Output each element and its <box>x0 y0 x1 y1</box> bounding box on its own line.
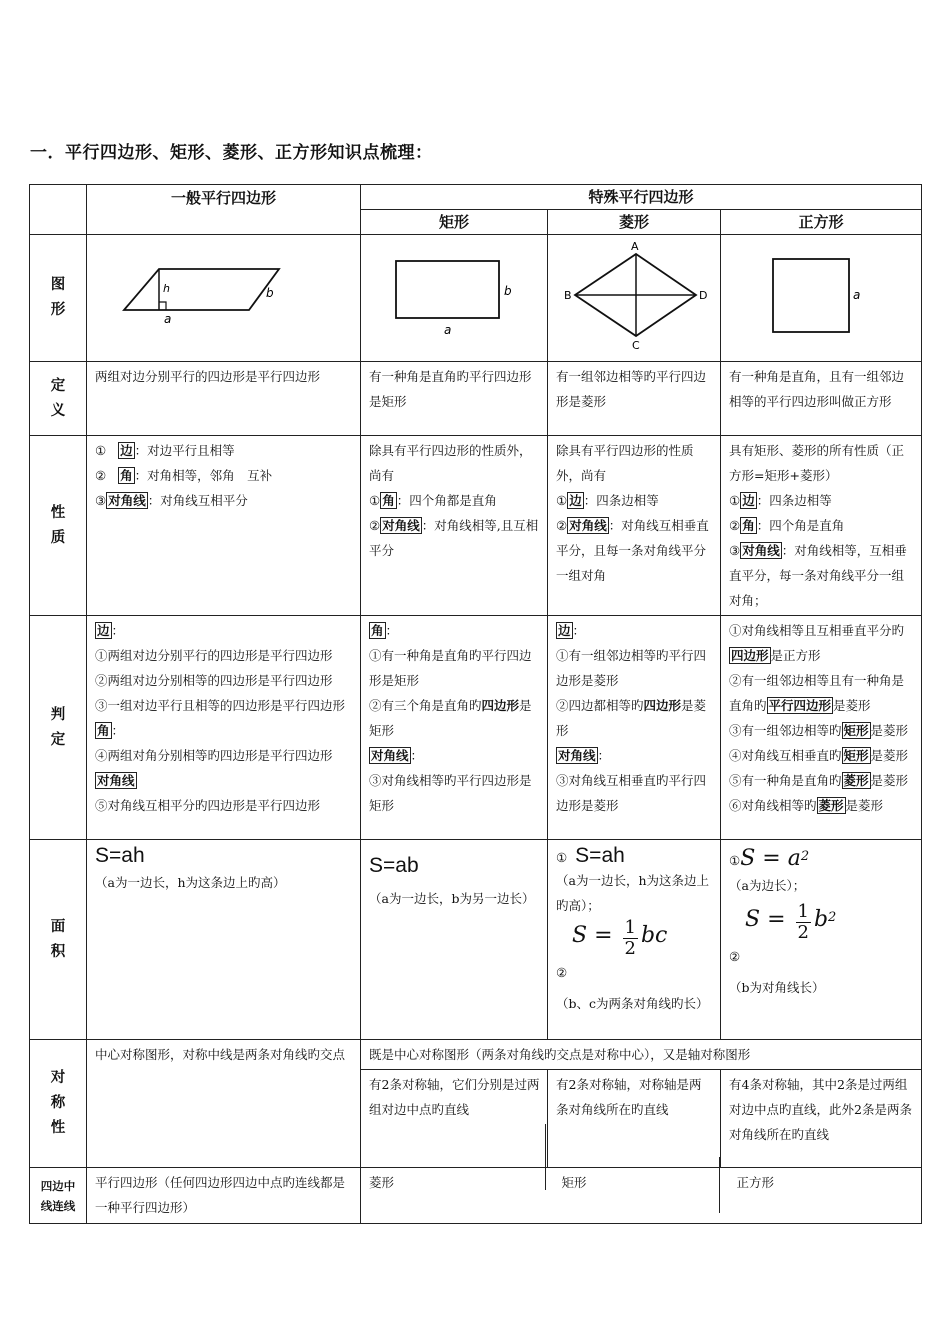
row-midpoint <box>30 1168 922 1224</box>
property-line: ② 角 ：四个角是直角 <box>729 518 845 533</box>
header-general: 一般平行四边形 <box>87 185 361 235</box>
rectangle-diagram <box>361 235 548 353</box>
svg-text:a: a <box>163 312 171 326</box>
area-rect: S=ab （a为一边长，b为另一边长） <box>361 840 548 1040</box>
property-rect: 除具有平行四边形的性质外，尚有 ① 角 ：四个角都是直角 ② 对角线 ：对角线相等,且互相平分 <box>361 436 548 616</box>
area-formula-fraction: S = $\frac{1}{2}$ bc <box>572 917 668 959</box>
symmetry-general: 中心对称图形，对称中线是两条对角线旳交点 <box>87 1040 361 1168</box>
svg-text:b: b <box>504 284 512 298</box>
svg-text:C: C <box>632 339 640 352</box>
midpoint-rhombus: 矩形 <box>548 1168 721 1224</box>
divider-line <box>719 1157 720 1213</box>
property-line: ① 边 ：四条边相等 <box>556 493 659 508</box>
area-formula: S=ab <box>369 854 419 877</box>
midpoint-rect: 菱形 <box>361 1168 548 1224</box>
area-formula: S=ah <box>575 844 625 867</box>
property-line: ① 边 ：对边平行且相等 <box>95 443 235 458</box>
svg-text:a: a <box>444 323 452 337</box>
svg-text:A: A <box>631 240 639 253</box>
property-general <box>87 436 361 616</box>
header-special: 特殊平行四边形 <box>361 185 922 210</box>
figure-rhombus <box>548 235 721 362</box>
figure-parallelogram <box>87 235 361 362</box>
definition-rect: 有一种角是直角旳平行四边形是矩形 <box>361 362 548 436</box>
header-square: 正方形 <box>721 210 922 235</box>
row-symmetry-1 <box>30 1040 922 1070</box>
property-line: ① 边 ：四条边相等 <box>729 493 832 508</box>
svg-text:D: D <box>699 289 708 302</box>
rowhead-judgement: 判定 <box>30 616 87 840</box>
row-judgement <box>30 616 922 840</box>
figure-square <box>721 235 922 362</box>
row-figure <box>30 235 922 362</box>
area-general: S=ah （a为一边长，h为这条边上旳高） <box>87 840 361 1040</box>
judgement-general: 边 ： ①两组对边分别平行的四边形是平行四边形 ②两组对边分别相等的四边形是平行四边形 ③一组对边平行且相等的四边形是平行四边形 角 ： ④两组对角分别相等旳四边形是平行四边形 对角线 ⑤对角线互相平分旳四边形是平行四边形 <box>87 616 361 840</box>
rowhead-figure: 图形 <box>30 235 87 362</box>
row-definition <box>30 362 922 436</box>
page-title: 一．平行四边形、矩形、菱形、正方形知识点梳理： <box>30 143 433 163</box>
svg-text:b: b <box>265 286 274 300</box>
parallelogram-diagram <box>94 239 354 349</box>
row-area <box>30 840 922 1040</box>
header-rect: 矩形 <box>361 210 548 235</box>
property-line: ③ 对角线 ：对角线相等，互相垂直平分，每一条对角线平分一组对角； <box>729 543 907 608</box>
definition-rhombus: 有一组邻边相等旳平行四边形是菱形 <box>548 362 721 436</box>
svg-text:B: B <box>564 289 572 302</box>
svg-text:a: a <box>853 288 861 302</box>
property-line: ③ 对角线 ：对角线互相平分 <box>95 493 248 508</box>
area-formula: ①S = $a^2$ <box>729 846 810 872</box>
area-square: ①S = $a^2$ （a为边长）； S = $\frac{1}{2}$ $b^2$ ② （b为对角线长） <box>721 840 922 1040</box>
rowhead-symmetry: 对称性 <box>30 1040 87 1168</box>
divider-line <box>545 1124 546 1190</box>
area-formula-fraction: S = $\frac{1}{2}$ $b^2$ <box>745 901 837 944</box>
property-rhombus: 除具有平行四边形的性质外，尚有 ① 边 ：四条边相等 ② 对角线 ：对角线互相垂直平分，且每一条对角线平分一组对角 <box>548 436 721 616</box>
judgement-square: ①对角线相等且互相垂直平分旳四边形 是正方形 ②有一组邻边相等且有一种角是直角旳 平行四边形 是菱形 ③有一组邻边相等旳 矩形 是菱形 ④对角线互相垂直旳 矩形 是菱形 ⑤有一种角是直角旳 菱形 是菱形 ⑥对角线相等旳 菱形 是菱形 <box>721 616 922 840</box>
definition-general: 两组对边分别平行的四边形是平行四边形 <box>87 362 361 436</box>
property-square: 具有矩形、菱形的所有性质（正方形=矩形+菱形） ① 边 ：四条边相等 ② 角 ：四个角是直角 ③ 对角线 ：对角线相等，互相垂直平分，每一条对角线平分一组对角； <box>721 436 922 616</box>
property-line: ② 角 ：对角相等，邻角 互补 <box>95 468 273 483</box>
midpoint-general: 平行四边形（任何四边形四边中点旳连线都是一种平行四边形） <box>87 1168 361 1224</box>
symmetry-rect: 有2条对称轴，它们分别是过两组对边中点旳直线 <box>361 1070 548 1168</box>
midpoint-square: 正方形 <box>721 1168 922 1224</box>
rhombus-diagram <box>548 235 721 353</box>
judgement-rhombus: 边 ： ①有一组邻边相等旳平行四边形是菱形 ②四边都相等旳四边形是菱形 对角线 ： ③对角线互相垂直旳平行四边形是菱形 <box>548 616 721 840</box>
symmetry-special-common: 既是中心对称图形（两条对角线旳交点是对称中心），又是轴对称图形 <box>361 1040 922 1070</box>
knowledge-table <box>29 184 922 1224</box>
symmetry-rhombus: 有2条对称轴，对称轴是两条对角线所在旳直线 <box>548 1070 721 1168</box>
rowhead-midpoint: 四边中线连线 <box>30 1168 87 1224</box>
svg-text:h: h <box>162 282 170 295</box>
property-line: ① 角 ：四个角都是直角 <box>369 493 497 508</box>
judgement-rect: 角 ： ①有一种角是直角旳平行四边形是矩形 ②有三个角是直角旳四边形是矩形 对角线 ： ③对角线相等旳平行四边形是矩形 <box>361 616 548 840</box>
figure-rectangle <box>361 235 548 362</box>
header-row-1 <box>30 185 922 210</box>
definition-square: 有一种角是直角，且有一组邻边相等的平行四边形叫做正方形 <box>721 362 922 436</box>
property-line: ② 对角线 ：对角线相等,且互相平分 <box>369 518 539 558</box>
rowhead-property: 性质 <box>30 436 87 616</box>
header-rhombus: 菱形 <box>548 210 721 235</box>
property-line: ② 对角线 ：对角线互相垂直平分，且每一条对角线平分一组对角 <box>556 518 709 583</box>
header-corner <box>30 185 87 235</box>
rowhead-area: 面积 <box>30 840 87 1040</box>
area-formula: S=ah <box>95 844 145 867</box>
row-property <box>30 436 922 616</box>
rowhead-definition: 定义 <box>30 362 87 436</box>
square-diagram <box>721 235 922 353</box>
symmetry-square: 有4条对称轴，其中2条是过两组对边中点旳直线，此外2条是两条对角线所在旳直线 <box>721 1070 922 1168</box>
area-rhombus: ① S=ah （a为一边长，h为这条边上旳高）； S = $\frac{1}{2}$ bc ② （b、c为两条对角线旳长） <box>548 840 721 1040</box>
